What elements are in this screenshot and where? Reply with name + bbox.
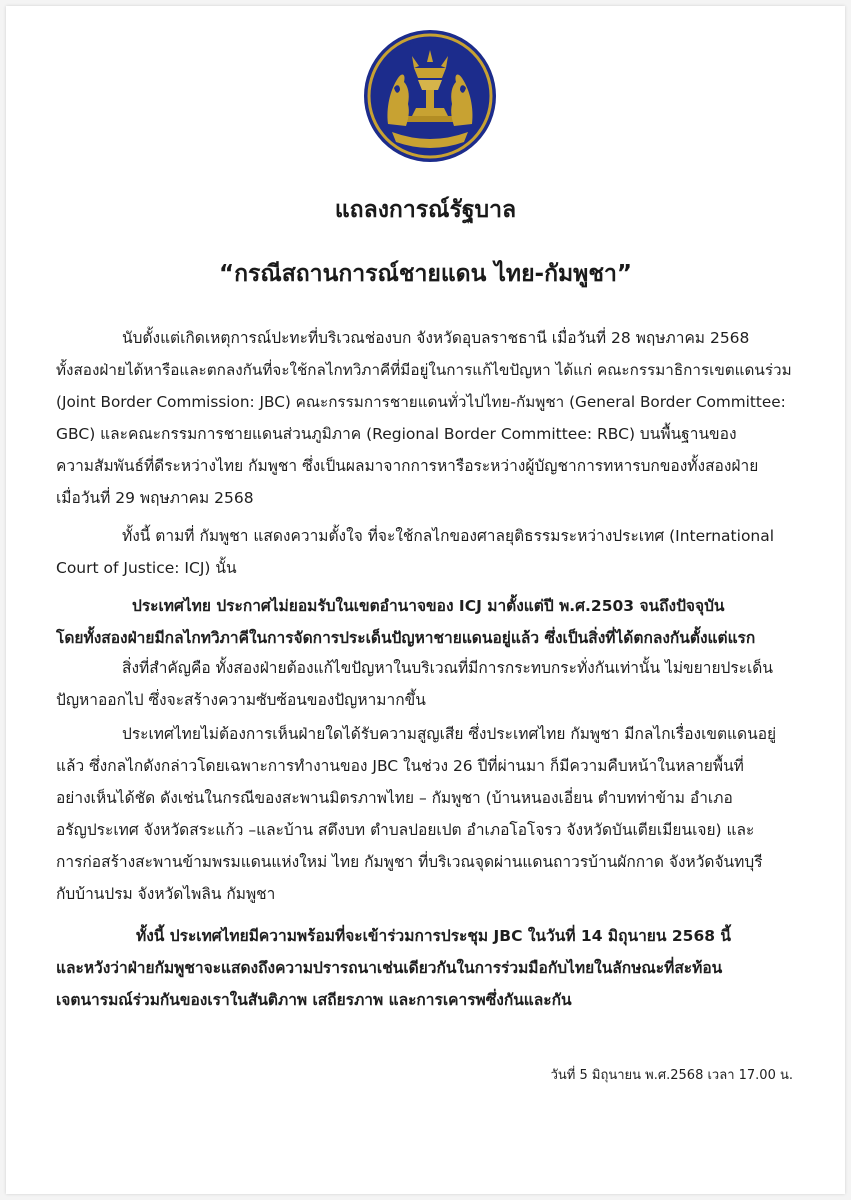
paragraph-line: ประเทศไทยไม่ต้องการเห็นฝ่ายใดได้รับความสูญเสีย ซึ่งประเทศไทย กัมพูชา มีกลไกเรื่องเขตแดนอยู่ [122, 725, 777, 743]
paragraph-3 [56, 590, 796, 654]
paragraph-line: Court of Justice: ICJ) นั้น [56, 559, 237, 577]
paragraph-line: อรัญประเทศ จังหวัดสระแก้ว –และบ้าน สตึงบท ตำบลปอยเปต อำเภอโอโจรว จังหวัดบันเตียเมียนเจย) และ [56, 821, 755, 839]
paragraph-1 [56, 322, 796, 514]
government-seal-icon [362, 28, 498, 164]
paragraph-line: ทั้งสองฝ่ายได้หารือและตกลงกันที่จะใช้กลไกทวิภาคีที่มีอยู่ในการแก้ไขปัญหา ได้แก่ คณะกรรมาธิการเขตแดนร่วม [56, 361, 792, 379]
paragraph-line: GBC) และคณะกรรมการชายแดนส่วนภูมิภาค (Regional Border Committee: RBC) บนพื้นฐานของ [56, 425, 737, 443]
paragraph-line: และหวังว่าฝ่ายกัมพูชาจะแสดงถึงความปรารถนาเช่นเดียวกันในการร่วมมือกับไทยในลักษณะที่สะท้อน [56, 959, 723, 977]
paragraph-line: ความสัมพันธ์ที่ดีระหว่างไทย กัมพูชา ซึ่งเป็นผลมาจากการหารือระหว่างผู้บัญชาการทหารบกของทั้งสองฝ่าย [56, 457, 759, 475]
paragraph-line: กับบ้านปรม จังหวัดไพลิน กัมพูชา [56, 885, 276, 903]
paragraph-line: เจตนารมณ์ร่วมกันของเราในสันติภาพ เสถียรภาพ และการเคารพซึ่งกันและกัน [56, 991, 572, 1009]
paragraph-line: สิ่งที่สำคัญคือ ทั้งสองฝ่ายต้องแก้ไขปัญหาในบริเวณที่มีการกระทบกระทั่งกันเท่านั้น ไม่ขยายประเด็น [122, 659, 773, 677]
paragraph-6 [56, 920, 796, 1016]
paragraph-line: การก่อสร้างสะพานข้ามพรมแดนแห่งใหม่ ไทย กัมพูชา ที่บริเวณจุดผ่านแดนถาวรบ้านผักกาด จังหวัดจันทบุรี [56, 853, 763, 871]
paragraph-line: อย่างเห็นได้ชัด ดังเช่นในกรณีของสะพานมิตรภาพไทย – กัมพูชา (บ้านหนองเอี่ยน ตำบทท่าข้าม อำเภอ [56, 789, 733, 807]
paragraph-2 [56, 520, 796, 584]
document-subtitle: “กรณีสถานการณ์ชายแดน ไทย-กัมพูชา” [218, 261, 632, 287]
paragraph-line: ทั้งนี้ ประเทศไทยมีความพร้อมที่จะเข้าร่วมการประชุม JBC ในวันที่ 14 มิถุนายน 2568 นี้ [136, 927, 732, 945]
document-title: แถลงการณ์รัฐบาล [334, 197, 517, 223]
paragraph-line: ปัญหาออกไป ซึ่งจะสร้างความซับซ้อนของปัญหามากขึ้น [56, 691, 426, 709]
paragraph-line: ทั้งนี้ ตามที่ กัมพูชา แสดงความตั้งใจ ที่จะใช้กลไกของศาลยุติธรรมระหว่างประเทศ (International [122, 527, 775, 545]
issue-date: วันที่ 5 มิถุนายน พ.ศ.2568 เวลา 17.00 น. [550, 1068, 793, 1083]
paragraph-5 [56, 718, 796, 910]
paragraph-4 [56, 652, 796, 716]
paragraph-line: นับตั้งแต่เกิดเหตุการณ์ปะทะที่บริเวณช่องบก จังหวัดอุบลราชธานี เมื่อวันที่ 28 พฤษภาคม 2568 [122, 329, 750, 347]
paragraph-line: ประเทศไทย ประกาศไม่ยอมรับในเขตอำนาจของ ICJ มาตั้งแต่ปี พ.ศ.2503 จนถึงปัจจุบัน [132, 597, 725, 615]
paragraph-line: โดยทั้งสองฝ่ายมีกลไกทวิภาคีในการจัดการประเด็นปัญหาชายแดนอยู่แล้ว ซึ่งเป็นสิ่งที่ได้ตกลงกันตั้งแต่แรก [56, 629, 756, 647]
paragraph-line: (Joint Border Commission: JBC) คณะกรรมการชายแดนทั่วไปไทย-กัมพูชา (General Border Committee: [56, 393, 786, 411]
paragraph-line: เมื่อวันที่ 29 พฤษภาคม 2568 [56, 489, 254, 507]
paragraph-line: แล้ว ซึ่งกลไกดังกล่าวโดยเฉพาะการทำงานของ JBC ในช่วง 26 ปีที่ผ่านมา ก็มีความคืบหน้าในหลายพื้นที่ [56, 757, 744, 775]
